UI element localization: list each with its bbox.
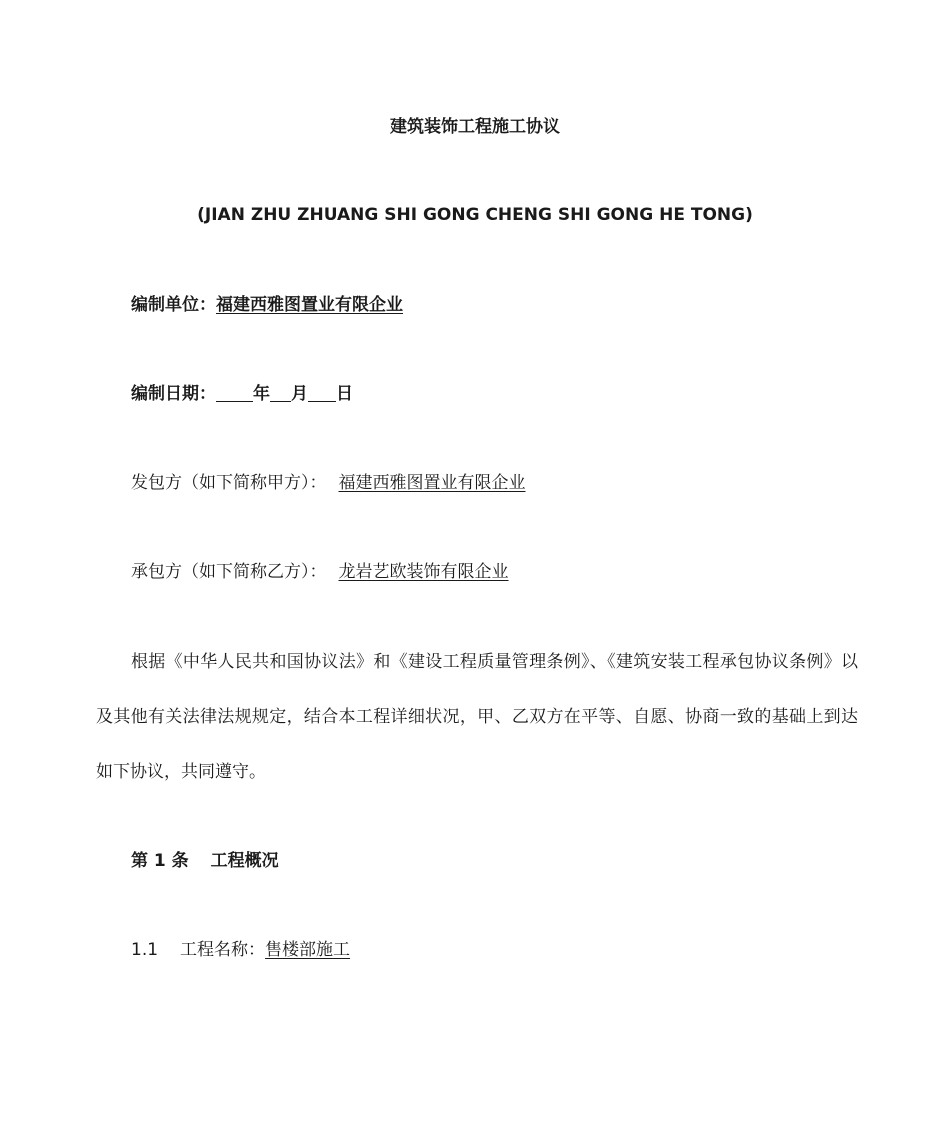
- clause-1-1-row: [131, 939, 354, 961]
- clause-1-1-number: 1.1: [131, 940, 159, 960]
- clause-1-1-value: 售楼部施工: [265, 940, 351, 960]
- document-title: 建筑装饰工程施工协议: [390, 117, 560, 137]
- compiler-value: 福建西雅图置业有限企业: [216, 295, 403, 315]
- month-blank: [270, 383, 291, 402]
- party-b-value: 龙岩艺欧装饰有限企业: [338, 562, 509, 582]
- date-day: 日: [336, 384, 353, 404]
- date-label: 编制日期：: [131, 384, 216, 404]
- clause-1-1-label: 工程名称：: [180, 940, 266, 960]
- compiler-label: 编制单位：: [131, 295, 216, 315]
- party-b-label: 承包方（如下简称乙方）：: [131, 562, 327, 582]
- article-1-number: 第 1 条: [131, 851, 189, 871]
- date-row: [131, 383, 353, 405]
- date-month: 月: [291, 384, 308, 404]
- article-1-title: 工程概况: [210, 851, 279, 871]
- document-title-pinyin: (JIAN ZHU ZHUANG SHI GONG CHENG SHI GONG HE TONG): [197, 205, 753, 225]
- date-year: 年: [253, 384, 270, 404]
- article-1-heading: [131, 850, 279, 872]
- party-b-row: [131, 561, 541, 583]
- compiler-row: [131, 294, 403, 316]
- year-blank: [216, 383, 253, 402]
- party-a-value: 福建西雅图置业有限企业: [338, 473, 526, 493]
- day-blank: [308, 383, 336, 402]
- preamble-paragraph: 根据《中华人民共和国协议法》和《建设工程质量管理条例》、《建筑安装工程承包协议条例》以及其他有关法律法规规定，结合本工程详细状况，甲、乙双方在平等、自愿、协商一致的基础上到达如下协议，共同遵守。: [96, 652, 858, 782]
- party-a-row: [131, 472, 548, 494]
- party-a-label: 发包方（如下简称甲方）：: [131, 473, 327, 493]
